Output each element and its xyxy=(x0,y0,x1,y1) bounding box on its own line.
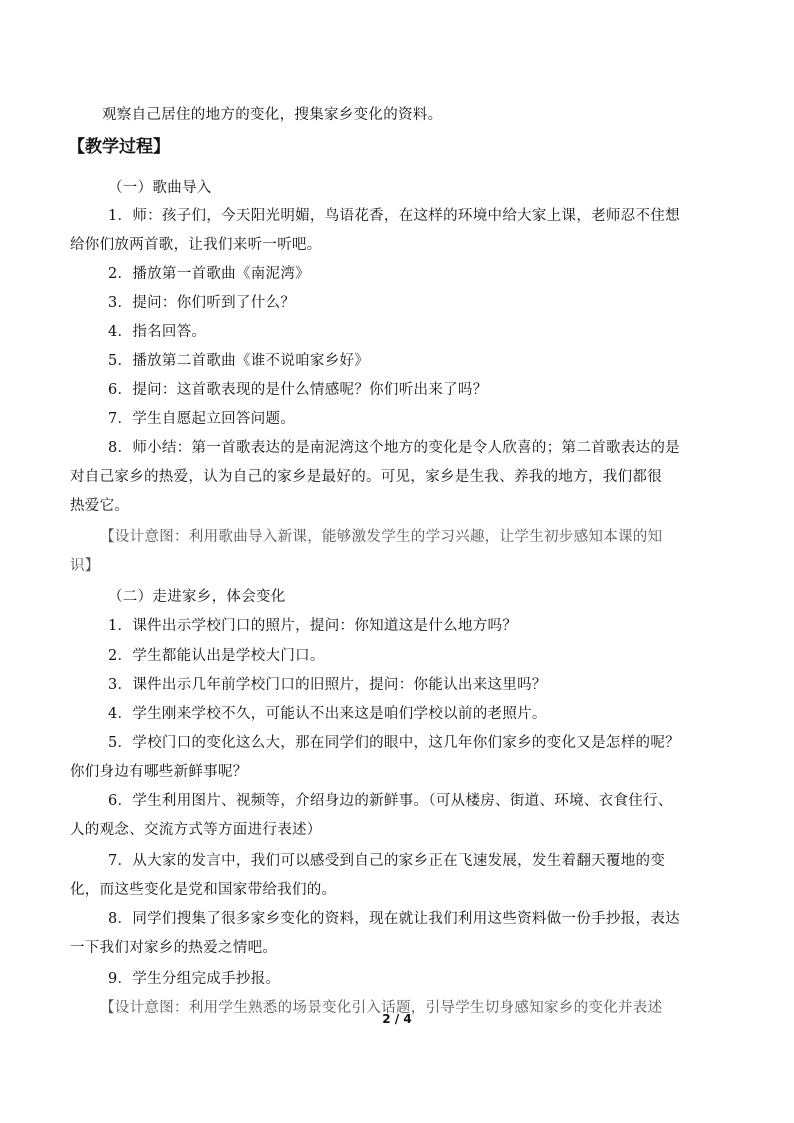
text-line: 1．师：孩子们，今天阳光明媚，鸟语花香，在这样的环境中给大家上课，老师忍不住想 xyxy=(108,208,680,224)
text-line: 观察自己居住的地方的变化，搜集家乡变化的资料。 xyxy=(102,107,443,123)
text-line: 7．从大家的发言中，我们可以感受到自己的家乡正在飞速发展，发生着翻天覆地的变 xyxy=(108,853,666,869)
text-line: 6．学生利用图片、视频等，介绍身边的新鲜事。（可从楼房、街道、环境、衣食住行、 xyxy=(108,793,673,809)
text-line: 4．学生刚来学校不久，可能认不出来这是咱们学校以前的老照片。 xyxy=(108,706,547,722)
text-line: 1．课件出示学校门口的照片，提问：你知道这是什么地方吗？ xyxy=(108,618,518,634)
text-line: 6．提问：这首歌表现的是什么情感呢？你们听出来了吗？ xyxy=(108,382,488,398)
text-line: 9．学生分组完成手抄报。 xyxy=(108,971,281,987)
text-line: 8．师小结：第一首歌表达的是南泥湾这个地方的变化是令人欣喜的；第二首歌表达的是 xyxy=(108,440,680,456)
text-line: 5．播放第二首歌曲《谁不说咱家乡好》 xyxy=(108,353,370,369)
design-intent-note: 【设计意图：利用歌曲导入新课，能够激发学生的学习兴趣，让学生初步感知本课的知 xyxy=(100,529,663,545)
text-line: 对自己家乡的热爱，认为自己的家乡是最好的。可见，家乡是生我、养我的地方，我们都很 xyxy=(70,469,662,485)
text-line: 2．学生都能认出是学校大门口。 xyxy=(108,648,325,664)
subsection-title: （一）歌曲导入 xyxy=(108,180,212,196)
text-line: 5．学校门口的变化这么大，那在同学们的眼中，这几年你们家乡的变化又是怎样的呢？ xyxy=(108,735,680,751)
text-line: 4．指名回答。 xyxy=(108,324,207,340)
text-line: 人的观念、交流方式等方面进行表述） xyxy=(70,822,322,838)
text-line: 一下我们对家乡的热爱之情吧。 xyxy=(70,940,278,956)
page-number: 2 / 4 xyxy=(382,1012,412,1026)
text-line: 8．同学们搜集了很多家乡变化的资料，现在就让我们利用这些资料做一份手抄报，表达 xyxy=(108,911,680,927)
subsection-title: （二）走进家乡，体会变化 xyxy=(108,589,286,605)
section-heading: 【教学过程】 xyxy=(68,137,170,157)
text-line: 7．学生自愿起立回答问题。 xyxy=(108,411,296,427)
text-line: 2．播放第一首歌曲《南泥湾》 xyxy=(108,266,310,282)
text-line: 化，而这些变化是党和国家带给我们的。 xyxy=(70,882,337,898)
design-intent-note: 识】 xyxy=(70,558,100,574)
text-line: 热爱它。 xyxy=(70,498,130,514)
text-line: 3．提问：你们听到了什么？ xyxy=(108,295,296,311)
text-line: 3．课件出示几年前学校门口的旧照片，提问：你能认出来这里吗？ xyxy=(108,677,547,693)
design-intent-note: 【设计意图：利用学生熟悉的场景变化引入话题，引导学生切身感知家乡的变化并表述 xyxy=(100,1000,663,1016)
text-line: 给你们放两首歌，让我们来听一听吧。 xyxy=(70,237,322,253)
text-line: 你们身边有哪些新鲜事呢？ xyxy=(70,764,248,780)
